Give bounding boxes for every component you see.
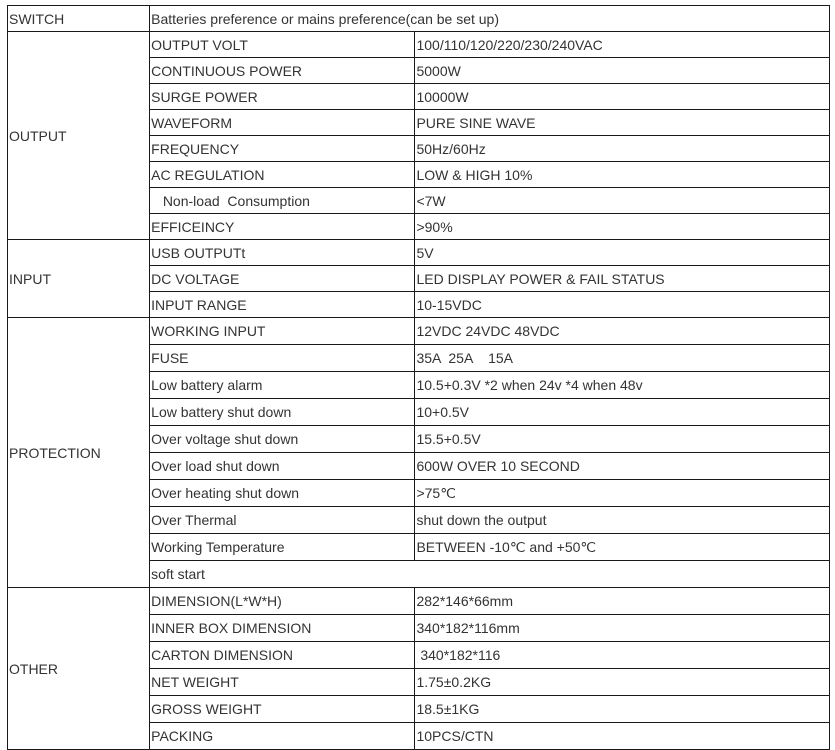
spec-value: BETWEEN -10℃ and +50℃ bbox=[415, 534, 830, 561]
spec-value: shut down the output bbox=[415, 507, 830, 534]
spec-value: <7W bbox=[415, 188, 830, 214]
spec-value: 10000W bbox=[415, 84, 830, 110]
spec-value: 12VDC 24VDC 48VDC bbox=[415, 318, 830, 345]
spec-name: INPUT RANGE bbox=[150, 292, 415, 318]
spec-value: 15.5+0.5V bbox=[415, 426, 830, 453]
group-other-label: OTHER bbox=[8, 588, 150, 750]
spec-name: Non-load Consumption bbox=[150, 188, 415, 214]
spec-name: Over voltage shut down bbox=[150, 426, 415, 453]
spec-row bbox=[8, 318, 830, 345]
switch-value: Batteries preference or mains preference(can be set up) bbox=[150, 6, 830, 32]
spec-name: WORKING INPUT bbox=[150, 318, 415, 345]
spec-name: FUSE bbox=[150, 345, 415, 372]
spec-name: Low battery alarm bbox=[150, 372, 415, 399]
spec-value: 10PCS/CTN bbox=[415, 723, 830, 750]
spec-name: INNER BOX DIMENSION bbox=[150, 615, 415, 642]
spec-table bbox=[7, 5, 830, 750]
spec-name: CARTON DIMENSION bbox=[150, 642, 415, 669]
spec-name: Working Temperature bbox=[150, 534, 415, 561]
spec-value: 100/110/120/220/230/240VAC bbox=[415, 32, 830, 58]
spec-value: >75℃ bbox=[415, 480, 830, 507]
spec-name: EFFICEINCY bbox=[150, 214, 415, 240]
spec-value: 10-15VDC bbox=[415, 292, 830, 318]
spec-name: PACKING bbox=[150, 723, 415, 750]
spec-value: LED DISPLAY POWER & FAIL STATUS bbox=[415, 266, 830, 292]
spec-value: 18.5±1KG bbox=[415, 696, 830, 723]
spec-name: Over Thermal bbox=[150, 507, 415, 534]
switch-row bbox=[8, 6, 830, 32]
spec-value: 282*146*66mm bbox=[415, 588, 830, 615]
spec-value: 1.75±0.2KG bbox=[415, 669, 830, 696]
spec-name: GROSS WEIGHT bbox=[150, 696, 415, 723]
spec-name: Low battery shut down bbox=[150, 399, 415, 426]
soft-start-cell: soft start bbox=[150, 561, 830, 588]
spec-name: OUTPUT VOLT bbox=[150, 32, 415, 58]
spec-name: FREQUENCY bbox=[150, 136, 415, 162]
group-input-label: INPUT bbox=[8, 240, 150, 318]
switch-label: SWITCH bbox=[8, 6, 150, 32]
group-protection-label: PROTECTION bbox=[8, 318, 150, 588]
spec-name: Over load shut down bbox=[150, 453, 415, 480]
spec-row bbox=[8, 32, 830, 58]
spec-value: PURE SINE WAVE bbox=[415, 110, 830, 136]
spec-value: 35A 25A 15A bbox=[415, 345, 830, 372]
spec-value: 600W OVER 10 SECOND bbox=[415, 453, 830, 480]
spec-value: 5000W bbox=[415, 58, 830, 84]
spec-value: 5V bbox=[415, 240, 830, 266]
group-output-label: OUTPUT bbox=[8, 32, 150, 240]
spec-value: 10.5+0.3V *2 when 24v *4 when 48v bbox=[415, 372, 830, 399]
spec-name: DIMENSION(L*W*H) bbox=[150, 588, 415, 615]
spec-row bbox=[8, 588, 830, 615]
spec-name: AC REGULATION bbox=[150, 162, 415, 188]
spec-value: >90% bbox=[415, 214, 830, 240]
spec-name: Over heating shut down bbox=[150, 480, 415, 507]
spec-name: SURGE POWER bbox=[150, 84, 415, 110]
spec-value: 340*182*116mm bbox=[415, 615, 830, 642]
spec-value: LOW & HIGH 10% bbox=[415, 162, 830, 188]
spec-value: 340*182*116 bbox=[415, 642, 830, 669]
spec-value: 50Hz/60Hz bbox=[415, 136, 830, 162]
spec-name: USB OUTPUTt bbox=[150, 240, 415, 266]
spec-name: DC VOLTAGE bbox=[150, 266, 415, 292]
spec-value: 10+0.5V bbox=[415, 399, 830, 426]
spec-row bbox=[8, 240, 830, 266]
spec-name: CONTINUOUS POWER bbox=[150, 58, 415, 84]
spec-name: NET WEIGHT bbox=[150, 669, 415, 696]
spec-name: WAVEFORM bbox=[150, 110, 415, 136]
